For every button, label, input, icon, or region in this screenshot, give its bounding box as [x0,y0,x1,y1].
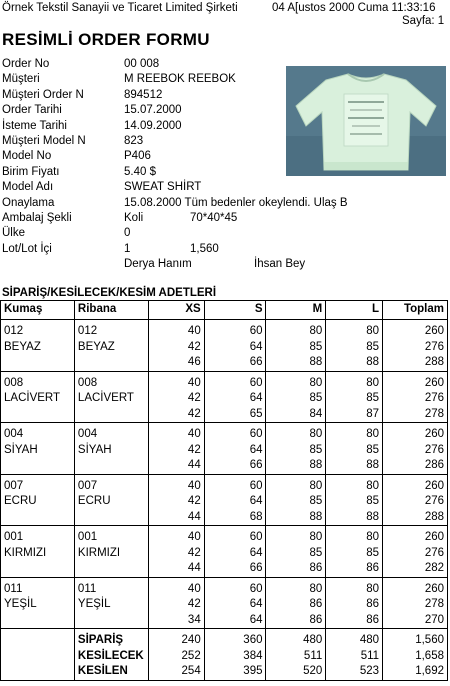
summary-value: 480 [266,629,326,649]
info-row [2,104,287,119]
info-value: P406 [124,150,151,163]
fabric-cell: 004 [1,423,75,443]
info-value: 15.08.2000 Tüm bedenler okeylendi. Ulaş B [124,196,348,209]
summary-spacer [1,649,75,665]
section-title: SİPARİŞ/KESİLECEK/KESİM ADETLERİ [2,287,217,299]
info-value-tertiary: İhsan Bey [254,258,306,271]
rib-cell: LACİVERT [74,391,148,407]
table-row [1,526,448,546]
quantity-cell: 88 [326,510,383,526]
quantity-cell: 86 [266,613,326,629]
quantity-cell: 278 [383,597,448,613]
summary-spacer [1,629,75,649]
quantity-cell: 42 [148,494,204,510]
rib-cell: KIRMIZI [74,546,148,562]
rib-cell [74,510,148,526]
info-value: 14.09.2000 [124,119,182,132]
quantity-cell: 276 [383,494,448,510]
table-row [1,577,448,597]
rib-cell: YEŞİL [74,597,148,613]
sweatshirt-photo-icon [286,66,446,176]
quantity-cell: 68 [204,510,266,526]
info-row [2,89,287,104]
rib-cell: BEYAZ [74,340,148,356]
summary-value: 360 [204,629,266,649]
quantity-cell: 80 [326,423,383,443]
fabric-cell [1,355,75,371]
table-row [1,613,448,629]
header-page: Sayfa: 1 [402,15,445,27]
summary-label: KESİLEN [74,664,148,680]
rib-cell: ECRU [74,494,148,510]
info-value-secondary: 1,560 [190,242,219,255]
info-label: Müşteri Model N [2,134,86,147]
quantity-cell: 86 [326,561,383,577]
quantity-cell: 282 [383,561,448,577]
quantity-cell: 44 [148,510,204,526]
fabric-cell [1,407,75,423]
info-value: 5.40 $ [124,165,156,178]
info-value: 894512 [124,88,163,101]
info-row [2,150,287,165]
table-row [1,458,448,474]
order-quantities-table [0,300,448,681]
quantity-cell: 60 [204,423,266,443]
quantity-cell: 42 [148,546,204,562]
summary-value: 254 [148,664,204,680]
summary-value: 511 [266,649,326,665]
info-label: Model Adı [2,181,54,194]
quantity-cell: 80 [326,526,383,546]
info-label: Model No [2,150,52,163]
summary-value: 252 [148,649,204,665]
rib-cell [74,458,148,474]
quantity-cell: 85 [326,391,383,407]
quantity-cell: 64 [204,613,266,629]
quantity-cell: 86 [326,613,383,629]
quantity-cell: 60 [204,320,266,340]
quantity-cell: 85 [266,494,326,510]
quantity-cell: 64 [204,340,266,356]
quantity-cell: 260 [383,423,448,443]
rib-cell: 008 [74,371,148,391]
table-row [1,371,448,391]
quantity-cell: 80 [266,526,326,546]
summary-value: 240 [148,629,204,649]
quantity-cell: 85 [266,340,326,356]
table-row [1,423,448,443]
quantity-cell: 40 [148,423,204,443]
column-header: Toplam [383,301,448,320]
info-row [2,181,287,196]
summary-value: 511 [326,649,383,665]
quantity-cell: 88 [326,458,383,474]
fabric-cell [1,458,75,474]
info-value: 15.07.2000 [124,104,182,117]
info-row [2,196,348,212]
info-row [2,73,287,88]
quantity-cell: 276 [383,443,448,459]
table-row [1,494,448,510]
rib-cell: SİYAH [74,443,148,459]
info-label: Ambalaj Şekli [2,211,72,224]
quantity-cell: 288 [383,510,448,526]
quantity-cell: 46 [148,355,204,371]
quantity-cell: 42 [148,340,204,356]
quantity-cell: 276 [383,391,448,407]
quantity-cell: 85 [326,340,383,356]
quantity-cell: 66 [204,355,266,371]
info-row [2,58,287,73]
table-row [1,561,448,577]
summary-value: 395 [204,664,266,680]
quantity-cell: 40 [148,320,204,340]
rib-cell: 011 [74,577,148,597]
quantity-cell: 85 [326,494,383,510]
quantity-cell: 80 [266,371,326,391]
quantity-cell: 60 [204,371,266,391]
quantity-cell: 40 [148,474,204,494]
summary-row [1,629,448,649]
quantity-cell: 65 [204,407,266,423]
quantity-cell: 270 [383,613,448,629]
quantity-cell: 66 [204,458,266,474]
info-block [2,58,348,273]
info-row [2,227,287,242]
quantity-cell: 286 [383,458,448,474]
table-row [1,391,448,407]
table-row [1,355,448,371]
quantity-cell: 64 [204,546,266,562]
quantity-cell: 80 [266,577,326,597]
summary-label: KESİLECEK [74,649,148,665]
table-header-row [1,301,448,320]
info-row [2,166,287,181]
quantity-cell: 260 [383,526,448,546]
quantity-cell: 64 [204,597,266,613]
rib-cell: 004 [74,423,148,443]
quantity-cell: 60 [204,474,266,494]
fabric-cell [1,561,75,577]
quantity-cell: 88 [266,355,326,371]
product-photo [286,66,446,176]
quantity-cell: 84 [266,407,326,423]
info-value: Koli [124,211,144,224]
table-row [1,443,448,459]
fabric-cell: SİYAH [1,443,75,459]
quantity-cell: 85 [266,443,326,459]
quantity-cell: 64 [204,391,266,407]
summary-row [1,649,448,665]
quantity-cell: 40 [148,371,204,391]
quantity-cell: 80 [326,371,383,391]
summary-row [1,664,448,680]
quantity-cell: 44 [148,458,204,474]
quantity-cell: 44 [148,561,204,577]
info-value: 0 [124,227,131,240]
table-row [1,340,448,356]
info-label: Birim Fiyatı [2,165,60,178]
column-header: S [204,301,266,320]
rib-cell [74,355,148,371]
fabric-cell: 001 [1,526,75,546]
header-date: 04 A[ustos 2000 Cuma 11:33:16 [272,2,436,14]
quantity-cell: 88 [326,355,383,371]
table-row [1,407,448,423]
fabric-cell: YEŞİL [1,597,75,613]
info-value: 823 [124,134,144,147]
quantity-cell: 42 [148,597,204,613]
header-company: Örnek Tekstil Sanayii ve Ticaret Limited Şirketi [2,2,238,14]
quantity-cell: 64 [204,494,266,510]
info-label: Müşteri Order N [2,88,84,101]
table-row [1,474,448,494]
info-label: Lot/Lot İçi [2,242,52,255]
fabric-cell: ECRU [1,494,75,510]
summary-value: 1,692 [383,664,448,680]
fabric-cell: KIRMIZI [1,546,75,562]
info-row [2,120,287,135]
column-header: M [266,301,326,320]
quantity-cell: 88 [266,510,326,526]
fabric-cell: 011 [1,577,75,597]
quantity-cell: 80 [266,474,326,494]
table-row [1,597,448,613]
info-value: SWEAT SHİRT [124,181,202,194]
summary-label: SİPARİŞ [74,629,148,649]
quantity-cell: 87 [326,407,383,423]
quantity-cell: 40 [148,577,204,597]
quantity-cell: 60 [204,577,266,597]
info-value: Derya Hanım [124,258,192,271]
rib-cell: 001 [74,526,148,546]
info-label: Order Tarihi [2,104,62,117]
table-row [1,546,448,562]
table-row [1,320,448,340]
quantity-cell: 80 [266,320,326,340]
quantity-cell: 260 [383,474,448,494]
fabric-cell: BEYAZ [1,340,75,356]
summary-value: 523 [326,664,383,680]
rib-cell [74,561,148,577]
quantity-cell: 85 [266,391,326,407]
column-header: L [326,301,383,320]
rib-cell: 007 [74,474,148,494]
summary-value: 480 [326,629,383,649]
quantity-cell: 88 [266,458,326,474]
quantity-cell: 64 [204,443,266,459]
quantity-cell: 86 [326,597,383,613]
rib-cell [74,407,148,423]
fabric-cell [1,510,75,526]
summary-value: 384 [204,649,266,665]
info-value: M REEBOK REEBOK [124,73,236,86]
fabric-cell: 012 [1,320,75,340]
quantity-cell: 85 [326,443,383,459]
info-label: Müşteri [2,73,40,86]
quantity-cell: 42 [148,391,204,407]
info-value: 00 008 [124,58,160,70]
quantity-cell: 260 [383,371,448,391]
quantity-cell: 260 [383,320,448,340]
info-row [2,258,306,273]
fabric-cell: LACİVERT [1,391,75,407]
summary-spacer [1,664,75,680]
quantity-cell: 34 [148,613,204,629]
info-row [2,243,287,258]
quantity-cell: 85 [326,546,383,562]
column-header: Kumaş [1,301,75,320]
info-value-secondary: 70*40*45 [190,211,238,224]
quantity-cell: 66 [204,561,266,577]
summary-value: 1,560 [383,629,448,649]
quantity-cell: 260 [383,577,448,597]
quantity-cell: 80 [326,320,383,340]
info-label: İsteme Tarihi [2,119,67,132]
quantity-cell: 80 [326,577,383,597]
info-row [2,135,287,150]
quantity-cell: 276 [383,340,448,356]
quantity-cell: 40 [148,526,204,546]
quantity-cell: 85 [266,546,326,562]
column-header: XS [148,301,204,320]
info-value: 1 [124,242,131,255]
rib-cell [74,613,148,629]
info-row [2,212,287,227]
quantity-cell: 276 [383,546,448,562]
quantity-cell: 278 [383,407,448,423]
fabric-cell [1,613,75,629]
summary-value: 520 [266,664,326,680]
page-title: RESİMLİ ORDER FORMU [2,30,210,49]
fabric-cell: 008 [1,371,75,391]
quantity-cell: 80 [266,423,326,443]
info-label: Onaylama [2,196,55,209]
quantity-cell: 86 [266,597,326,613]
table-row [1,510,448,526]
info-label: Order No [2,58,50,70]
quantity-cell: 60 [204,526,266,546]
quantity-cell: 42 [148,443,204,459]
info-label: Ülke [2,227,26,240]
summary-value: 1,658 [383,649,448,665]
fabric-cell: 007 [1,474,75,494]
quantity-cell: 288 [383,355,448,371]
quantity-cell: 86 [266,561,326,577]
rib-cell: 012 [74,320,148,340]
quantity-cell: 80 [326,474,383,494]
quantity-cell: 42 [148,407,204,423]
column-header: Ribana [74,301,148,320]
